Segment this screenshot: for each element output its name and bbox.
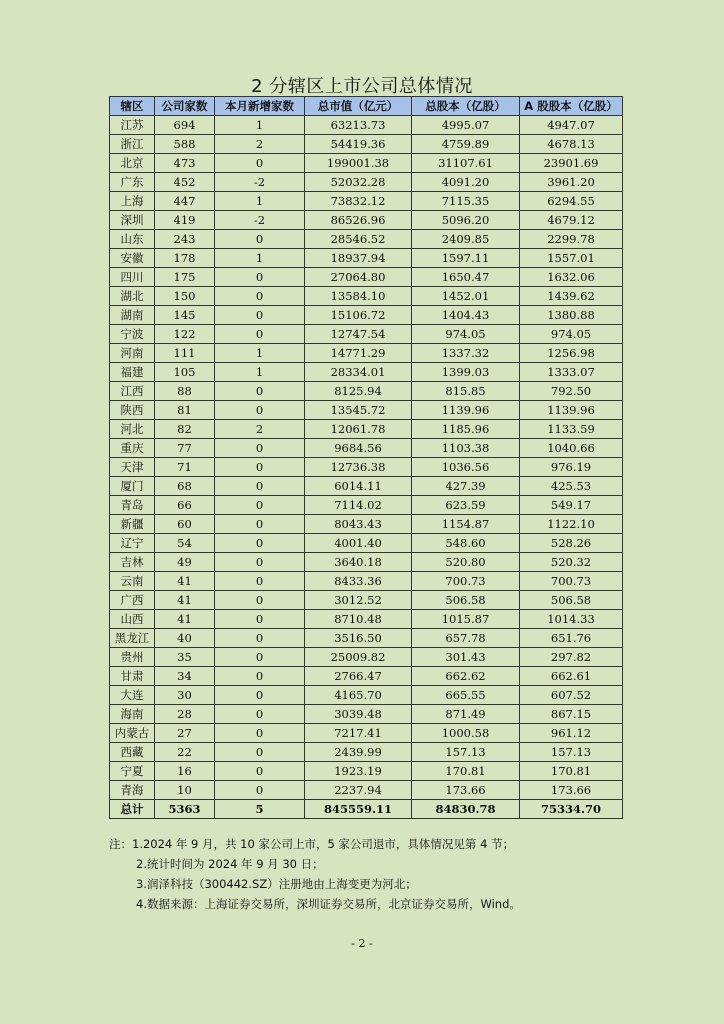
region-cell: 宁夏 xyxy=(110,762,155,781)
region-cell: 西藏 xyxy=(110,743,155,762)
table-cell: 71 xyxy=(155,458,215,477)
footnote: 2.统计时间为 2024 年 9 月 30 日； xyxy=(136,857,324,871)
table-cell: 425.53 xyxy=(520,477,623,496)
table-cell: 0 xyxy=(215,553,305,572)
region-cell: 山东 xyxy=(110,230,155,249)
table-cell: 0 xyxy=(215,287,305,306)
table-cell: 28334.01 xyxy=(305,363,412,382)
region-cell: 新疆 xyxy=(110,515,155,534)
table-cell: 700.73 xyxy=(412,572,520,591)
table-cell: 27 xyxy=(155,724,215,743)
page-title: 2 分辖区上市公司总体情况 xyxy=(251,76,473,97)
table-row xyxy=(110,401,623,420)
table-cell: 1333.07 xyxy=(520,363,623,382)
table-cell: 111 xyxy=(155,344,215,363)
table-cell: 28546.52 xyxy=(305,230,412,249)
table-cell: 419 xyxy=(155,211,215,230)
total-label: 总计 xyxy=(110,800,155,819)
table-cell: 170.81 xyxy=(412,762,520,781)
table-cell: 1380.88 xyxy=(520,306,623,325)
table-cell: 7217.41 xyxy=(305,724,412,743)
table-cell: 792.50 xyxy=(520,382,623,401)
table-row xyxy=(110,382,623,401)
table-cell: 41 xyxy=(155,591,215,610)
table-cell: 2409.85 xyxy=(412,230,520,249)
table-cell: 150 xyxy=(155,287,215,306)
table-row xyxy=(110,553,623,572)
region-cell: 青岛 xyxy=(110,496,155,515)
table-cell: 297.82 xyxy=(520,648,623,667)
table-cell: 0 xyxy=(215,401,305,420)
table-cell: 88 xyxy=(155,382,215,401)
table-cell: 0 xyxy=(215,382,305,401)
table-cell: 1650.47 xyxy=(412,268,520,287)
table-cell: 4165.70 xyxy=(305,686,412,705)
region-cell: 黑龙江 xyxy=(110,629,155,648)
table-row xyxy=(110,439,623,458)
region-cell: 山西 xyxy=(110,610,155,629)
table-cell: 1 xyxy=(215,363,305,382)
table-row xyxy=(110,534,623,553)
region-cell: 湖南 xyxy=(110,306,155,325)
region-cell: 厦门 xyxy=(110,477,155,496)
region-cell: 四川 xyxy=(110,268,155,287)
table-row xyxy=(110,420,623,439)
table-cell: 1139.96 xyxy=(520,401,623,420)
table-row xyxy=(110,249,623,268)
column-header: 总股本（亿股） xyxy=(412,97,520,116)
table-cell: 623.59 xyxy=(412,496,520,515)
page-number: - 2 - xyxy=(351,937,373,950)
table-cell: 528.26 xyxy=(520,534,623,553)
table-cell: 4947.07 xyxy=(520,116,623,135)
table-row xyxy=(110,686,623,705)
table-cell: -2 xyxy=(215,211,305,230)
table-cell: 4091.20 xyxy=(412,173,520,192)
table-cell: 4678.13 xyxy=(520,135,623,154)
table-row xyxy=(110,116,623,135)
table-cell: 173.66 xyxy=(412,781,520,800)
table-row xyxy=(110,135,623,154)
table-cell: 28 xyxy=(155,705,215,724)
table-cell: 10 xyxy=(155,781,215,800)
table-cell: 8043.43 xyxy=(305,515,412,534)
table-cell: 1452.01 xyxy=(412,287,520,306)
table-cell: 8710.48 xyxy=(305,610,412,629)
table-cell: 815.85 xyxy=(412,382,520,401)
table-cell: 1337.32 xyxy=(412,344,520,363)
table-row xyxy=(110,705,623,724)
table-row xyxy=(110,306,623,325)
table-header-row xyxy=(110,97,623,116)
table-row xyxy=(110,173,623,192)
table-cell: 30 xyxy=(155,686,215,705)
table-cell: 16 xyxy=(155,762,215,781)
table-cell: 0 xyxy=(215,667,305,686)
table-cell: 0 xyxy=(215,762,305,781)
table-cell: 1103.38 xyxy=(412,439,520,458)
region-cell: 上海 xyxy=(110,192,155,211)
table-row xyxy=(110,743,623,762)
table-cell: 974.05 xyxy=(520,325,623,344)
table-cell: 1 xyxy=(215,116,305,135)
table-row xyxy=(110,496,623,515)
table-cell: 178 xyxy=(155,249,215,268)
table-body xyxy=(110,116,623,800)
footnotes xyxy=(109,834,669,914)
table-cell: 0 xyxy=(215,629,305,648)
table-row xyxy=(110,591,623,610)
region-cell: 广西 xyxy=(110,591,155,610)
table-cell: 871.49 xyxy=(412,705,520,724)
table-cell: 2766.47 xyxy=(305,667,412,686)
table-cell: 694 xyxy=(155,116,215,135)
total-row xyxy=(110,800,623,819)
table-cell: 9684.56 xyxy=(305,439,412,458)
table-row xyxy=(110,477,623,496)
table-cell: 49 xyxy=(155,553,215,572)
table-cell: 0 xyxy=(215,724,305,743)
table-row xyxy=(110,363,623,382)
table-row xyxy=(110,781,623,800)
table-cell: 173.66 xyxy=(520,781,623,800)
region-cell: 浙江 xyxy=(110,135,155,154)
region-cell: 吉林 xyxy=(110,553,155,572)
table-cell: 2439.99 xyxy=(305,743,412,762)
table-cell: 25009.82 xyxy=(305,648,412,667)
table-cell: 447 xyxy=(155,192,215,211)
table-cell: 4995.07 xyxy=(412,116,520,135)
table-cell: 60 xyxy=(155,515,215,534)
table-cell: 961.12 xyxy=(520,724,623,743)
table-cell: 8433.36 xyxy=(305,572,412,591)
table-cell: 1256.98 xyxy=(520,344,623,363)
table-cell: 105 xyxy=(155,363,215,382)
table-cell: 0 xyxy=(215,496,305,515)
table-cell: 18937.94 xyxy=(305,249,412,268)
column-header: 总市值（亿元） xyxy=(305,97,412,116)
region-cell: 青海 xyxy=(110,781,155,800)
table-cell: 1185.96 xyxy=(412,420,520,439)
table-cell: 1 xyxy=(215,344,305,363)
table-cell: 1014.33 xyxy=(520,610,623,629)
region-cell: 重庆 xyxy=(110,439,155,458)
region-cell: 江西 xyxy=(110,382,155,401)
table-cell: 170.81 xyxy=(520,762,623,781)
region-cell: 宁波 xyxy=(110,325,155,344)
table-cell: 63213.73 xyxy=(305,116,412,135)
table-cell: 0 xyxy=(215,743,305,762)
table-cell: 665.55 xyxy=(412,686,520,705)
table-cell: 82 xyxy=(155,420,215,439)
table-cell: 1 xyxy=(215,249,305,268)
table-cell: 175 xyxy=(155,268,215,287)
table-cell: 2299.78 xyxy=(520,230,623,249)
table-cell: 1 xyxy=(215,192,305,211)
region-cell: 湖北 xyxy=(110,287,155,306)
table-cell: 0 xyxy=(215,306,305,325)
table-cell: 145 xyxy=(155,306,215,325)
region-cell: 河南 xyxy=(110,344,155,363)
region-cell: 河北 xyxy=(110,420,155,439)
table-cell: 4001.40 xyxy=(305,534,412,553)
table-cell: 1597.11 xyxy=(412,249,520,268)
table-cell: 520.80 xyxy=(412,553,520,572)
table-cell: 0 xyxy=(215,534,305,553)
table-cell: 1557.01 xyxy=(520,249,623,268)
table-cell: 0 xyxy=(215,477,305,496)
table-cell: 2 xyxy=(215,135,305,154)
region-cell: 安徽 xyxy=(110,249,155,268)
table-cell: 607.52 xyxy=(520,686,623,705)
table-row xyxy=(110,515,623,534)
table-cell: 66 xyxy=(155,496,215,515)
table-row xyxy=(110,572,623,591)
table-cell: 0 xyxy=(215,572,305,591)
table-row xyxy=(110,154,623,173)
table-cell: 7114.02 xyxy=(305,496,412,515)
region-cell: 内蒙古 xyxy=(110,724,155,743)
table-row xyxy=(110,268,623,287)
table-cell: 473 xyxy=(155,154,215,173)
table-cell: 54 xyxy=(155,534,215,553)
table-cell: 1133.59 xyxy=(520,420,623,439)
footnote: 注：1.2024 年 9 月，共 10 家公司上市，5 家公司退市，具体情况见第 4 节； xyxy=(109,837,515,851)
table-cell: 157.13 xyxy=(520,743,623,762)
table-cell: 3516.50 xyxy=(305,629,412,648)
table-cell: 662.61 xyxy=(520,667,623,686)
table-cell: 199001.38 xyxy=(305,154,412,173)
table-cell: 122 xyxy=(155,325,215,344)
table-cell: 651.76 xyxy=(520,629,623,648)
region-cell: 天津 xyxy=(110,458,155,477)
table-cell: 452 xyxy=(155,173,215,192)
table-cell: 976.19 xyxy=(520,458,623,477)
table-cell: 1139.96 xyxy=(412,401,520,420)
table-cell: 662.62 xyxy=(412,667,520,686)
table-cell: 4759.89 xyxy=(412,135,520,154)
table-cell: 157.13 xyxy=(412,743,520,762)
table-cell: 1000.58 xyxy=(412,724,520,743)
region-cell: 海南 xyxy=(110,705,155,724)
table-cell: 1040.66 xyxy=(520,439,623,458)
footnote: 4.数据来源：上海证券交易所，深圳证券交易所，北京证券交易所，Wind。 xyxy=(136,897,521,911)
region-cell: 甘肃 xyxy=(110,667,155,686)
table-cell: 301.43 xyxy=(412,648,520,667)
table-row xyxy=(110,230,623,249)
table-row xyxy=(110,762,623,781)
table-cell: 2237.94 xyxy=(305,781,412,800)
table-row xyxy=(110,458,623,477)
table-cell: 15106.72 xyxy=(305,306,412,325)
table-cell: 86526.96 xyxy=(305,211,412,230)
table-row xyxy=(110,648,623,667)
table-cell: 974.05 xyxy=(412,325,520,344)
table-row xyxy=(110,192,623,211)
table-cell: 1399.03 xyxy=(412,363,520,382)
table-cell: 520.32 xyxy=(520,553,623,572)
column-header: 本月新增家数 xyxy=(215,97,305,116)
table-cell: 31107.61 xyxy=(412,154,520,173)
table-cell: 13584.10 xyxy=(305,287,412,306)
table-cell: 0 xyxy=(215,781,305,800)
table-row xyxy=(110,629,623,648)
table-cell: 27064.80 xyxy=(305,268,412,287)
table-cell: 548.60 xyxy=(412,534,520,553)
table-cell: 549.17 xyxy=(520,496,623,515)
table-cell: 3961.20 xyxy=(520,173,623,192)
table-cell: 867.15 xyxy=(520,705,623,724)
total-cell: 845559.11 xyxy=(305,800,412,819)
table-cell: 0 xyxy=(215,515,305,534)
table-cell: 3012.52 xyxy=(305,591,412,610)
table-cell: 1015.87 xyxy=(412,610,520,629)
table-row xyxy=(110,325,623,344)
total-cell: 84830.78 xyxy=(412,800,520,819)
region-cell: 江苏 xyxy=(110,116,155,135)
table-cell: 3640.18 xyxy=(305,553,412,572)
table-cell: 52032.28 xyxy=(305,173,412,192)
table-cell: 77 xyxy=(155,439,215,458)
table-cell: 0 xyxy=(215,610,305,629)
table-cell: 0 xyxy=(215,439,305,458)
table-row xyxy=(110,667,623,686)
table-cell: 7115.35 xyxy=(412,192,520,211)
table-cell: 506.58 xyxy=(520,591,623,610)
region-cell: 云南 xyxy=(110,572,155,591)
table-cell: 1439.62 xyxy=(520,287,623,306)
table-cell: 68 xyxy=(155,477,215,496)
table-cell: 1154.87 xyxy=(412,515,520,534)
region-cell: 北京 xyxy=(110,154,155,173)
region-stats-table xyxy=(109,96,623,819)
table-cell: 22 xyxy=(155,743,215,762)
column-header: 公司家数 xyxy=(155,97,215,116)
table-cell: 41 xyxy=(155,610,215,629)
table-cell: 14771.29 xyxy=(305,344,412,363)
table-cell: 12061.78 xyxy=(305,420,412,439)
table-row xyxy=(110,287,623,306)
table-row xyxy=(110,610,623,629)
footnote: 3.润泽科技（300442.SZ）注册地由上海变更为河北； xyxy=(136,877,417,891)
region-cell: 福建 xyxy=(110,363,155,382)
column-header: 辖区 xyxy=(110,97,155,116)
table-cell: 4679.12 xyxy=(520,211,623,230)
table-cell: 23901.69 xyxy=(520,154,623,173)
table-cell: 1632.06 xyxy=(520,268,623,287)
table-cell: 0 xyxy=(215,268,305,287)
total-cell: 75334.70 xyxy=(520,800,623,819)
table-cell: 35 xyxy=(155,648,215,667)
table-cell: 0 xyxy=(215,591,305,610)
table-cell: 12736.38 xyxy=(305,458,412,477)
table-cell: 8125.94 xyxy=(305,382,412,401)
table-cell: 1036.56 xyxy=(412,458,520,477)
table-cell: 427.39 xyxy=(412,477,520,496)
region-cell: 深圳 xyxy=(110,211,155,230)
table-cell: 54419.36 xyxy=(305,135,412,154)
table-cell: 73832.12 xyxy=(305,192,412,211)
region-cell: 陕西 xyxy=(110,401,155,420)
table-cell: 657.78 xyxy=(412,629,520,648)
table-cell: 40 xyxy=(155,629,215,648)
region-cell: 广东 xyxy=(110,173,155,192)
table-row xyxy=(110,211,623,230)
table-cell: 5096.20 xyxy=(412,211,520,230)
total-cell: 5 xyxy=(215,800,305,819)
table-cell: 243 xyxy=(155,230,215,249)
table-cell: 1122.10 xyxy=(520,515,623,534)
table-cell: 0 xyxy=(215,458,305,477)
table-cell: 0 xyxy=(215,325,305,344)
table-cell: 2 xyxy=(215,420,305,439)
table-cell: 6294.55 xyxy=(520,192,623,211)
table-row xyxy=(110,724,623,743)
table-cell: 3039.48 xyxy=(305,705,412,724)
table-cell: 81 xyxy=(155,401,215,420)
total-cell: 5363 xyxy=(155,800,215,819)
table-cell: 13545.72 xyxy=(305,401,412,420)
table-cell: 34 xyxy=(155,667,215,686)
table-cell: 0 xyxy=(215,154,305,173)
table-cell: 1404.43 xyxy=(412,306,520,325)
table-cell: 1923.19 xyxy=(305,762,412,781)
table-cell: 0 xyxy=(215,230,305,249)
region-cell: 大连 xyxy=(110,686,155,705)
table-cell: 0 xyxy=(215,686,305,705)
region-cell: 贵州 xyxy=(110,648,155,667)
table-cell: 0 xyxy=(215,705,305,724)
table-cell: 506.58 xyxy=(412,591,520,610)
column-header: A 股股本（亿股） xyxy=(520,97,623,116)
table-cell: 0 xyxy=(215,648,305,667)
table-cell: 12747.54 xyxy=(305,325,412,344)
table-cell: 700.73 xyxy=(520,572,623,591)
table-cell: 588 xyxy=(155,135,215,154)
table-cell: 6014.11 xyxy=(305,477,412,496)
region-cell: 辽宁 xyxy=(110,534,155,553)
table-cell: 41 xyxy=(155,572,215,591)
table-cell: -2 xyxy=(215,173,305,192)
table-row xyxy=(110,344,623,363)
